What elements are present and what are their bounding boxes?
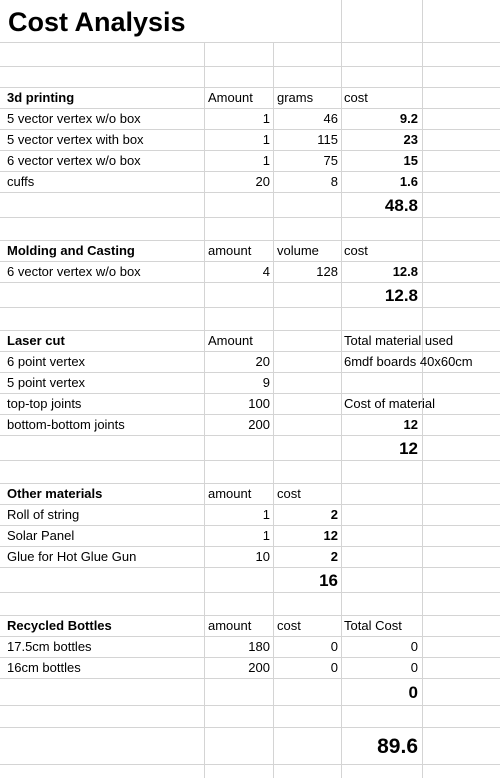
row-label: 6 vector vertex w/o box (7, 153, 141, 168)
note-label: Total material used (344, 333, 454, 348)
row-label: 5 vector vertex w/o box (7, 111, 141, 126)
gridline (0, 108, 500, 109)
gridline (422, 0, 423, 778)
grams-cell: 46 (323, 111, 338, 126)
row-label: 6 vector vertex w/o box (7, 264, 141, 279)
gridline (0, 705, 500, 706)
column-header: amount (208, 243, 252, 258)
amount-cell: 1 (262, 528, 270, 543)
row-label: 5 point vertex (7, 375, 86, 390)
amount-cell: 1 (262, 153, 270, 168)
amount-cell: 1 (262, 507, 270, 522)
gridline (0, 393, 500, 394)
gridline (0, 307, 500, 308)
row-label: Solar Panel (7, 528, 75, 543)
section-subtotal: 16 (319, 571, 338, 590)
amount-cell: 200 (248, 660, 270, 675)
gridline (0, 636, 500, 637)
row-label: Glue for Hot Glue Gun (7, 549, 137, 564)
column-header: amount (208, 618, 252, 633)
gridline (0, 66, 500, 67)
column-header: cost (277, 486, 301, 501)
row-label: Roll of string (7, 507, 80, 522)
section-subtotal: 12.8 (384, 286, 418, 305)
gridline (0, 657, 500, 658)
gridline (0, 129, 500, 130)
amount-cell: 20 (255, 174, 270, 189)
gridline (0, 592, 500, 593)
gridline (0, 727, 500, 728)
gridline (0, 764, 500, 765)
page-title: Cost Analysis (8, 7, 186, 37)
amount-cell: 4 (262, 264, 270, 279)
grams-cell: 115 (317, 132, 338, 147)
gridline (0, 460, 500, 461)
grand-total: 89.6 (377, 735, 418, 758)
row-label: 17.5cm bottles (7, 639, 92, 654)
column-header: amount (208, 486, 252, 501)
total-cost-cell: 0 (410, 660, 418, 675)
gridline (0, 192, 500, 193)
amount-cell: 1 (262, 132, 270, 147)
grams-cell: 8 (330, 174, 338, 189)
gridline (0, 504, 500, 505)
column-header: grams (277, 90, 314, 105)
gridline (0, 42, 500, 43)
volume-cell: 128 (316, 264, 338, 279)
amount-cell: 10 (255, 549, 270, 564)
cost-cell: 0 (330, 660, 338, 675)
cost-cell: 2 (330, 507, 338, 522)
gridline (0, 678, 500, 679)
row-label: 6 point vertex (7, 354, 86, 369)
cost-cell: 0 (330, 639, 338, 654)
section-heading: Recycled Bottles (7, 618, 112, 633)
section-heading: 3d printing (7, 90, 75, 105)
cost-cell: 23 (403, 132, 418, 147)
amount-cell: 1 (262, 111, 270, 126)
column-header: cost (344, 243, 368, 258)
gridline (0, 615, 500, 616)
amount-cell: 180 (248, 639, 270, 654)
gridline (0, 171, 500, 172)
gridline (0, 525, 500, 526)
gridline (0, 372, 500, 373)
gridline (0, 567, 500, 568)
total-cost-cell: 0 (410, 639, 418, 654)
gridline (0, 483, 500, 484)
cost-cell: 1.6 (399, 174, 418, 189)
gridline (0, 282, 500, 283)
amount-cell: 200 (248, 417, 270, 432)
section-heading: Other materials (7, 486, 103, 501)
gridline (0, 240, 500, 241)
note-label: Cost of material (344, 396, 436, 411)
gridline (0, 351, 500, 352)
row-label: bottom-bottom joints (7, 417, 125, 432)
column-header: cost (344, 90, 368, 105)
amount-cell: 20 (255, 354, 270, 369)
column-header: cost (277, 618, 301, 633)
column-header: Amount (208, 333, 253, 348)
section-subtotal: 12 (399, 439, 418, 458)
cost-cell: 9.2 (399, 111, 418, 126)
grams-cell: 75 (323, 153, 338, 168)
column-header: volume (277, 243, 319, 258)
cost-cell: 12 (323, 528, 338, 543)
section-subtotal: 48.8 (384, 196, 418, 215)
column-header: Total Cost (344, 618, 402, 633)
gridline (0, 330, 500, 331)
cost-cell: 12.8 (392, 264, 418, 279)
amount-cell: 9 (262, 375, 270, 390)
section-subtotal: 0 (408, 683, 418, 702)
note-value: 6mdf boards 40x60cm (344, 354, 473, 369)
gridline (0, 87, 500, 88)
row-label: cuffs (7, 174, 35, 189)
gridline (0, 217, 500, 218)
amount-cell: 100 (248, 396, 270, 411)
section-heading: Molding and Casting (7, 243, 135, 258)
cost-cell: 15 (403, 153, 418, 168)
row-label: 5 vector vertex with box (7, 132, 144, 147)
gridline (0, 435, 500, 436)
gridline (0, 414, 500, 415)
row-label: 16cm bottles (7, 660, 81, 675)
note-value: 12 (403, 417, 418, 432)
gridline (0, 546, 500, 547)
cost-cell: 2 (330, 549, 338, 564)
section-heading: Laser cut (7, 333, 65, 348)
gridline (0, 150, 500, 151)
column-header: Amount (208, 90, 253, 105)
row-label: top-top joints (7, 396, 82, 411)
gridline (0, 261, 500, 262)
